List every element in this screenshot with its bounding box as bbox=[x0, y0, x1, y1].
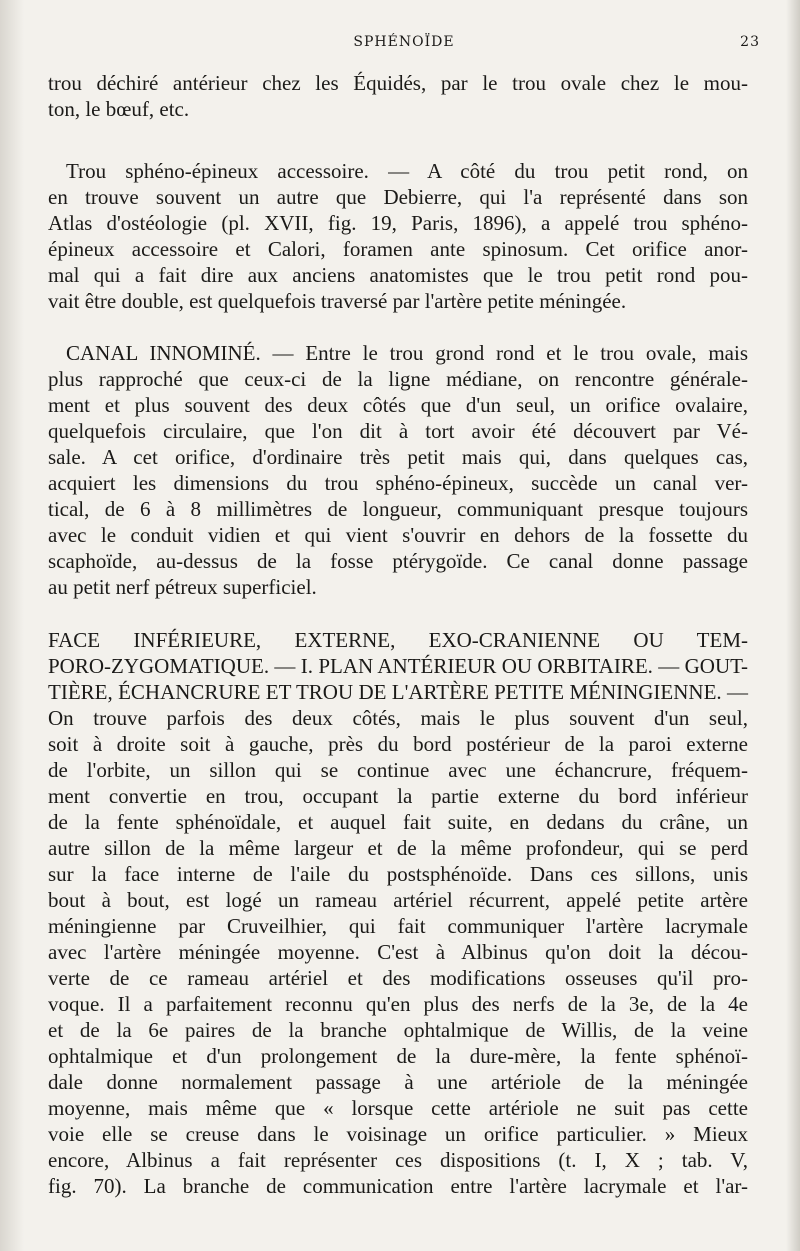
text-line: avec le conduit vidien et qui vient s'ouvrir en dehors de la fossette du bbox=[48, 523, 748, 547]
text-line: quelquefois circulaire, que l'on dit à tort avoir été découvert par Vé- bbox=[48, 419, 748, 443]
text-line: Atlas d'ostéologie (pl. XVII, fig. 19, Paris, 1896), a appelé trou sphéno- bbox=[48, 211, 748, 235]
text-line: épineux accessoire et Calori, foramen ante spinosum. Cet orifice anor- bbox=[48, 237, 748, 261]
section-heading-line: FACE INFÉRIEURE, EXTERNE, EXO-CRANIENNE OU TEM- bbox=[48, 628, 748, 652]
text-line: ophtalmique et d'un prolongement de la dure-mère, la fente sphénoï- bbox=[48, 1044, 748, 1068]
text-line: avec l'artère méningée moyenne. C'est à Albinus qu'on doit la décou- bbox=[48, 940, 748, 964]
text-line: de la fente sphénoïdale, et auquel fait suite, en dedans du crâne, un bbox=[48, 810, 748, 834]
text-line: soit à droite soit à gauche, près du bord postérieur de la paroi externe bbox=[48, 732, 748, 756]
text-line: voie elle se creuse dans le voisinage un orifice particulier. » Mieux bbox=[48, 1122, 748, 1146]
text-line: méningienne par Cruveilhier, qui fait communiquer l'artère lacrymale bbox=[48, 914, 748, 938]
text-line: moyenne, mais même que « lorsque cette artériole ne suit pas cette bbox=[48, 1096, 748, 1120]
section-heading-line: PORO-ZYGOMATIQUE. — I. PLAN ANTÉRIEUR OU ORBITAIRE. — GOUT- bbox=[48, 654, 748, 678]
text-line: ton, le bœuf, etc. bbox=[48, 97, 190, 121]
text-line: mal qui a fait dire aux anciens anatomistes que le trou petit rond pou- bbox=[48, 263, 748, 287]
text-line: bout à bout, est logé un rameau artériel récurrent, appelé petite artère bbox=[48, 888, 748, 912]
text-line: en trouve souvent un autre que Debierre, qui l'a représenté dans son bbox=[48, 185, 748, 209]
paragraph-trou-spheno-epineux bbox=[48, 158, 748, 314]
text-line: trou déchiré antérieur chez les Équidés, par le trou ovale chez le mou- bbox=[48, 71, 748, 95]
text-line: autre sillon de la même largeur et de la même profondeur, qui se perd bbox=[48, 836, 748, 860]
running-header bbox=[48, 34, 760, 58]
text-line: Trou sphéno-épineux accessoire. — A côté du trou petit rond, on bbox=[66, 159, 748, 183]
text-line: plus rapproché que ceux-ci de la ligne médiane, on rencontre générale- bbox=[48, 367, 748, 391]
text-line: fig. 70). La branche de communication entre l'artère lacrymale et l'ar- bbox=[48, 1174, 748, 1198]
text-line: ment et plus souvent des deux côtés que d'un seul, un orifice ovalaire, bbox=[48, 393, 748, 417]
paragraph-continuation bbox=[48, 70, 748, 122]
page-edge-shadow-left bbox=[0, 0, 24, 1251]
text-line: de l'orbite, un sillon qui se continue avec une échancrure, fréquem- bbox=[48, 758, 748, 782]
text-line: dale donne normalement passage à une artériole de la méningée bbox=[48, 1070, 748, 1094]
running-head-title: SPHÉNOÏDE bbox=[353, 34, 455, 50]
page-number: 23 bbox=[740, 34, 760, 50]
text-line: On trouve parfois des deux côtés, mais le plus souvent d'un seul, bbox=[48, 706, 748, 730]
text-line: scaphoïde, au-dessus de la fosse ptérygoïde. Ce canal donne passage bbox=[48, 549, 748, 573]
text-line: encore, Albinus a fait représenter ces dispositions (t. I, X ; tab. V, bbox=[48, 1148, 748, 1172]
text-line: tical, de 6 à 8 millimètres de longueur, communiquant presque toujours bbox=[48, 497, 748, 521]
text-line: CANAL INNOMINÉ. — Entre le trou grond rond et le trou ovale, mais bbox=[66, 341, 748, 365]
paragraph-canal-innomine bbox=[48, 340, 748, 600]
text-line: voque. Il a parfaitement reconnu qu'en plus des nerfs de la 3e, de la 4e bbox=[48, 992, 748, 1016]
section-face-inferieure bbox=[48, 627, 748, 1199]
text-line: sur la face interne de l'aile du postsphénoïde. Dans ces sillons, unis bbox=[48, 862, 748, 886]
text-line: sale. A cet orifice, d'ordinaire très petit mais qui, dans quelques cas, bbox=[48, 445, 748, 469]
text-line: ment convertie en trou, occupant la partie externe du bord inférieur bbox=[48, 784, 748, 808]
text-line: et de la 6e paires de la branche ophtalmique de Willis, de la veine bbox=[48, 1018, 748, 1042]
text-line: vait être double, est quelquefois traversé par l'artère petite méningée. bbox=[48, 289, 627, 313]
text-line: verte de ce rameau artériel et des modifications osseuses qu'il pro- bbox=[48, 966, 748, 990]
text-line: acquiert les dimensions du trou sphéno-épineux, succède un canal ver- bbox=[48, 471, 748, 495]
page-edge-shadow-right bbox=[786, 0, 800, 1251]
text-line: au petit nerf pétreux superficiel. bbox=[48, 575, 317, 599]
section-heading-line: TIÈRE, ÉCHANCRURE ET TROU DE L'ARTÈRE PETITE MÉNINGIENNE. — bbox=[48, 680, 748, 704]
